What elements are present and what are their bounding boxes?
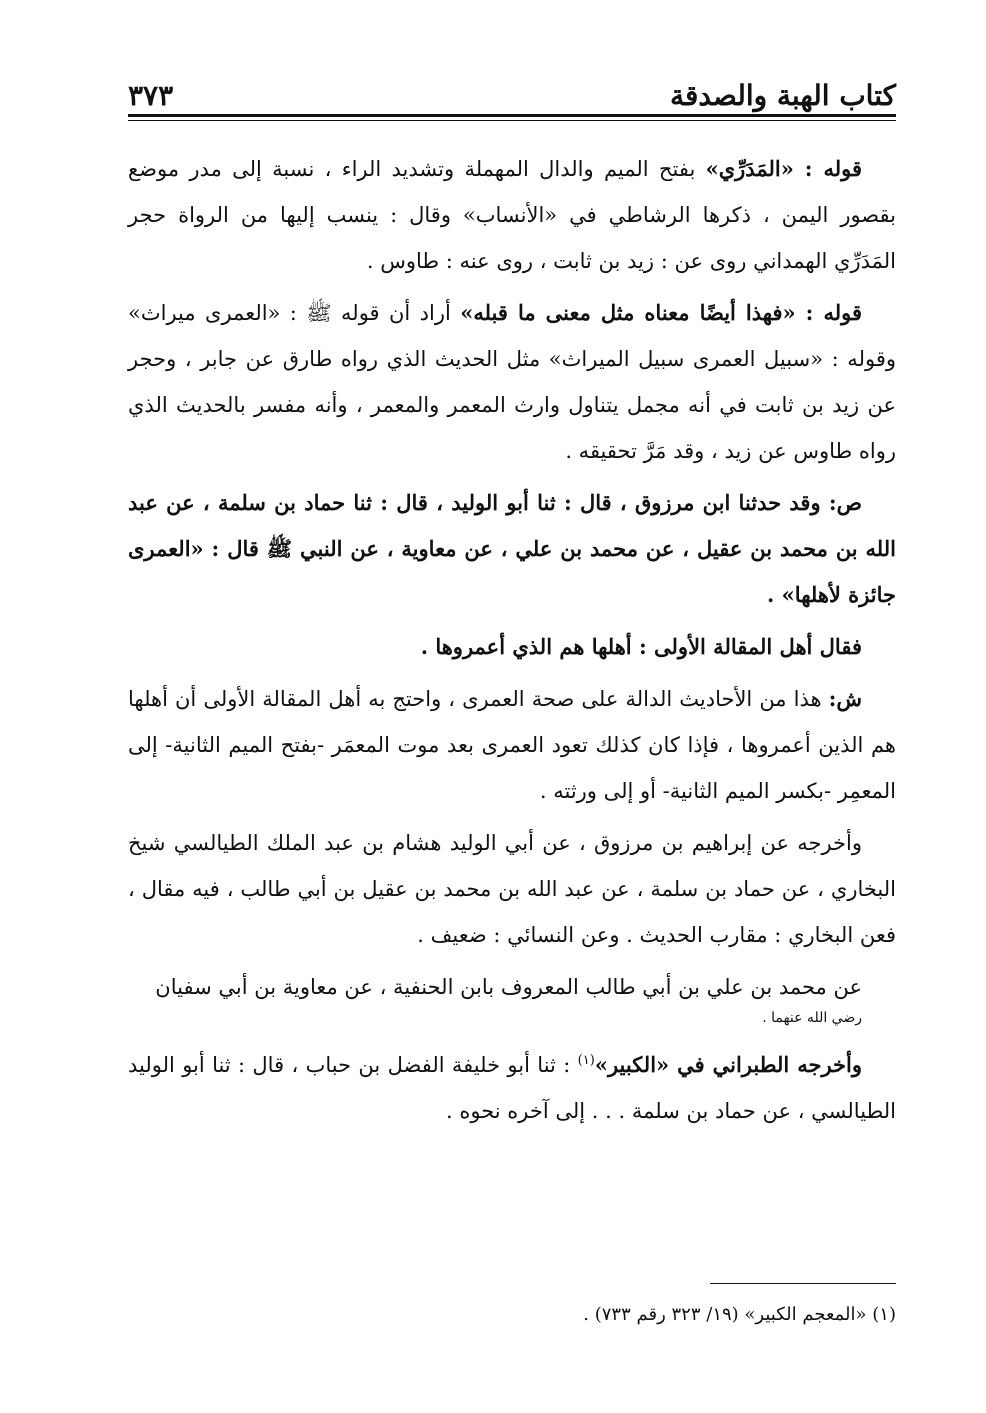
paragraph-fahadha <box>128 290 896 474</box>
paragraph-body: وأخرجه عن إبراهيم بن مرزوق ، عن أبي الوليد هشام بن عبد الملك الطيالسي شيخ البخاري ، عن حماد بن سلمة ، عن عبد الله بن محمد بن عقيل بن أبي طالب ، فيه مقال ، فعن البخاري : مقارب الحديث . وعن النسائي : ضعيف . <box>128 831 896 947</box>
honorific-line <box>128 1004 896 1032</box>
paragraph-ibn-hanafiyya <box>128 964 896 1032</box>
paragraph-lead: قوله : «فهذا أيضًا معناه مثل معنى ما قبله» <box>460 300 862 325</box>
page-header <box>128 70 896 110</box>
paragraph-body: عن محمد بن علي بن أبي طالب المعروف بابن الحنفية ، عن معاوية بن أبي سفيان <box>155 975 862 999</box>
paragraph-madarri <box>128 146 896 284</box>
paragraph-hadith-text <box>128 480 896 618</box>
header-rule-thick <box>128 114 896 117</box>
honorific-formula: رضي الله عنهما <box>771 1010 862 1026</box>
paragraph-body: هذا من الأحاديث الدالة على صحة العمرى ، واحتج به أهل المقالة الأولى أن أهلها هم الذين أعمروها ، فإذا كان كذلك تعود العمرى بعد موت المعمَر -بفتح الميم الثانية- إلى المعمِر -بكسر الميم الثانية- أو إلى ورثته . <box>128 687 896 803</box>
paragraph-body: أراد أن قوله ﷺ : «العمرى ميراث» وقوله : «سبيل العمرى سبيل الميراث» مثل الحديث الذي رواه طارق عن جابر ، وحجر عن زيد بن ثابت في أنه مجمل يتناول وارث المعمر والمعمر ، وأنه مفسر بالحديث الذي رواه طاوس عن زيد ، وقد مَرَّ تحقيقه . <box>128 301 896 463</box>
main-text <box>128 146 896 1140</box>
paragraph-body: ص: وقد حدثنا ابن مرزوق ، قال : ثنا أبو الوليد ، قال : ثنا حماد بن سلمة ، عن عبد الله بن محمد بن عقيل ، عن محمد بن علي ، عن معاوية ، عن النبي ﷺ قال : «العمرى جائزة لأهلها» . <box>128 490 896 607</box>
paragraph-body: بفتح الميم والدال المهملة وتشديد الراء ، نسبة إلى مدر موضع بقصور اليمن ، ذكرها الرشاطي في «الأنساب» وقال : ينسب إليها من الرواة حجر المَدَرِّي الهمداني روى عن : زيد بن ثابت ، روى عنه : طاوس . <box>128 157 896 273</box>
paragraph-body: فقال أهل المقالة الأولى : أهلها هم الذي أعمروها . <box>420 634 862 659</box>
paragraph-takhrij <box>128 820 896 958</box>
paragraph-tabarani <box>128 1038 896 1134</box>
paragraph-sharh <box>128 676 896 814</box>
footnote: (١) «المعجم الكبير» (١٩/ ٣٢٣ رقم ٧٣٣) . <box>583 1304 896 1325</box>
footnote-marker[interactable]: (١) <box>577 1053 595 1068</box>
footnote-separator <box>710 1283 896 1284</box>
document-page <box>128 0 896 1413</box>
sentence-end: . <box>762 1010 772 1026</box>
paragraph-lead: ش: <box>828 686 862 711</box>
page-number: ٣٧٣ <box>128 79 174 112</box>
running-title: كتاب الهبة والصدقة <box>669 79 896 112</box>
paragraph-lead: قوله : «المَدَرِّي» <box>705 156 862 181</box>
paragraph-lead: وأخرجه الطبراني في «الكبير» <box>594 1052 862 1077</box>
paragraph-first-opinion <box>128 624 896 670</box>
paragraph-body: : ثنا أبو خليفة الفضل بن حباب ، قال : ثنا أبو الوليد الطيالسي ، عن حماد بن سلمة . . . إلى آخره نحوه . <box>128 1053 896 1123</box>
header-rule-thin <box>128 120 896 121</box>
